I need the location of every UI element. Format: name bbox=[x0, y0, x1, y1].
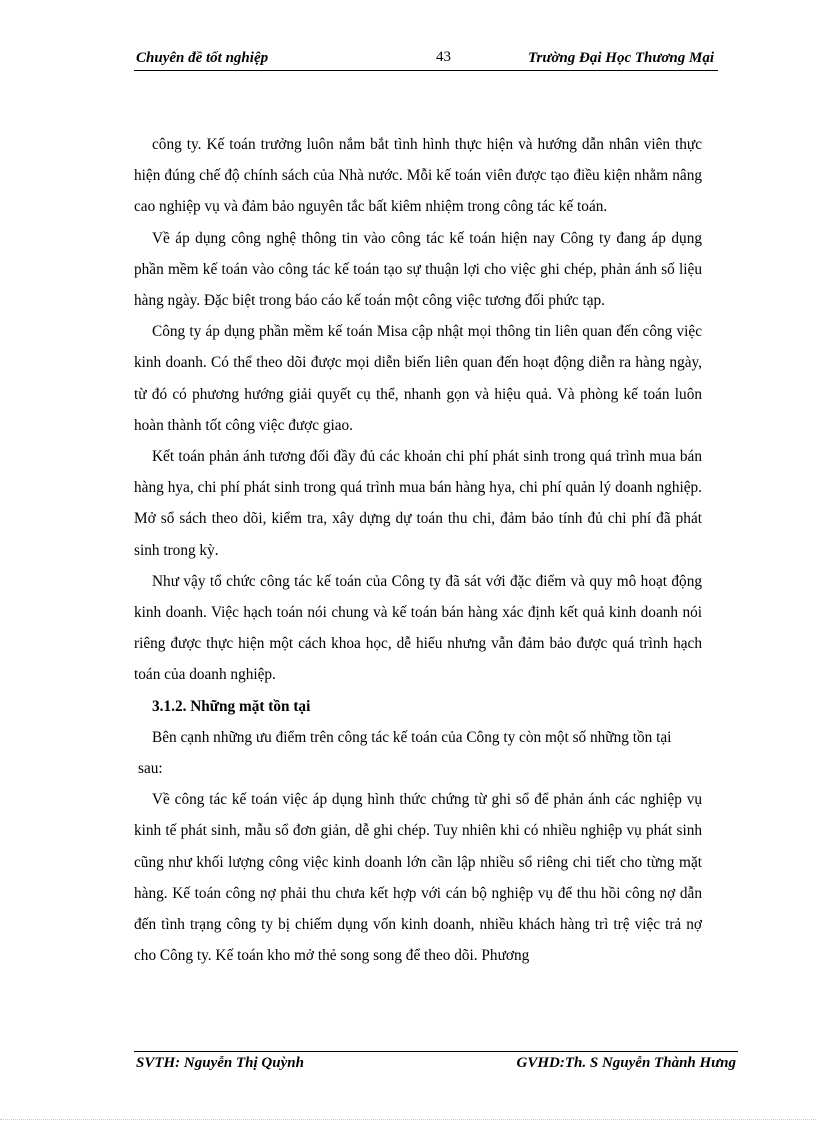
body-paragraph-3: Công ty áp dụng phần mềm kế toán Misa cập nhật mọi thông tin liên quan đến công việc kinh doanh. Có thể theo dõi được mọi diễn biến liên quan đến hoạt động diễn ra hàng ngày, từ đó có phương hướng giải quyết cụ thể, nhanh gọn và hiệu quả. Và phòng kế toán luôn hoàn thành tốt công việc được giao. bbox=[134, 323, 702, 434]
body-paragraph-last: Về công tác kế toán việc áp dụng hình thức chứng từ ghi sổ để phản ánh các nghiệp vụ kinh tế phát sinh, mẫu sổ đơn giản, dễ ghi chép. Tuy nhiên khi có nhiều nghiệp vụ phát sinh cũng như khối lượng công việc kinh doanh lớn cần lập nhiều sổ riêng chi tiết cho từng mặt hàng. Kế toán công nợ phải thu chưa kết hợp với cán bộ nghiệp vụ để thu hồi công nợ dẫn đến tình trạng công ty bị chiếm dụng vốn kinh doanh, nhiều khách hàng trì trệ việc trả nợ cho Công ty. Kế toán kho mở thẻ song song để theo dõi. Phương bbox=[134, 791, 702, 965]
page-header bbox=[134, 48, 718, 71]
page-number: 43 bbox=[436, 49, 451, 65]
body-paragraph-intro-end: sau: bbox=[138, 760, 163, 778]
body-paragraph-4: Kết toán phản ánh tương đối đầy đủ các khoản chi phí phát sinh trong quá trình mua bán hàng hya, chi phí phát sinh trong quá trình mua bán hàng hya, chi phí quản lý doanh nghiệp. Mở sổ sách theo dõi, kiểm tra, xây dựng dự toán thu chi, đảm bảo tính đủ chi phí đã phát sinh trong kỳ. bbox=[134, 448, 702, 559]
page-body bbox=[134, 129, 702, 971]
footer-student-name: SVTH: Nguyễn Thị Quỳnh bbox=[136, 1055, 304, 1071]
body-paragraph-1: công ty. Kế toán trưởng luôn nắm bắt tình hình thực hiện và hướng dẫn nhân viên thực hiện đúng chế độ chính sách của Nhà nước. Mỗi kế toán viên được tạo điều kiện nhằm nâng cao nghiệp vụ và đảm bảo nguyên tắc bất kiêm nhiệm trong công tác kế toán. bbox=[134, 136, 702, 216]
header-document-title: Chuyên đề tốt nghiệp bbox=[136, 50, 269, 66]
page-edge-divider bbox=[0, 1119, 816, 1120]
footer-supervisor-name: GVHD:Th. S Nguyễn Thành Hưng bbox=[516, 1055, 736, 1071]
header-university-name: Trường Đại Học Thương Mại bbox=[527, 50, 714, 66]
body-paragraph-5: Như vậy tổ chức công tác kế toán của Công ty đã sát với đặc điểm và quy mô hoạt động kinh doanh. Việc hạch toán nói chung và kế toán bán hàng xác định kết quả kinh doanh nói riêng được thực hiện một cách khoa học, dễ hiểu nhưng vẫn đảm bảo được quá trình hạch toán của doanh nghiệp. bbox=[134, 572, 702, 684]
body-paragraph-intro: Bên cạnh những ưu điểm trên công tác kế toán của Công ty còn một số những tồn tại bbox=[152, 728, 672, 746]
body-paragraph-2: Về áp dụng công nghệ thông tin vào công tác kế toán hiện nay Công ty đang áp dụng phần mềm kế toán vào công tác kế toán tạo sự thuận lợi cho việc ghi chép, phản ánh số liệu hàng ngày. Đặc biệt trong báo cáo kế toán một công việc tương đối phức tạp. bbox=[134, 229, 702, 310]
page-footer bbox=[134, 1051, 738, 1074]
section-heading: 3.1.2. Những mặt tồn tại bbox=[152, 697, 311, 715]
